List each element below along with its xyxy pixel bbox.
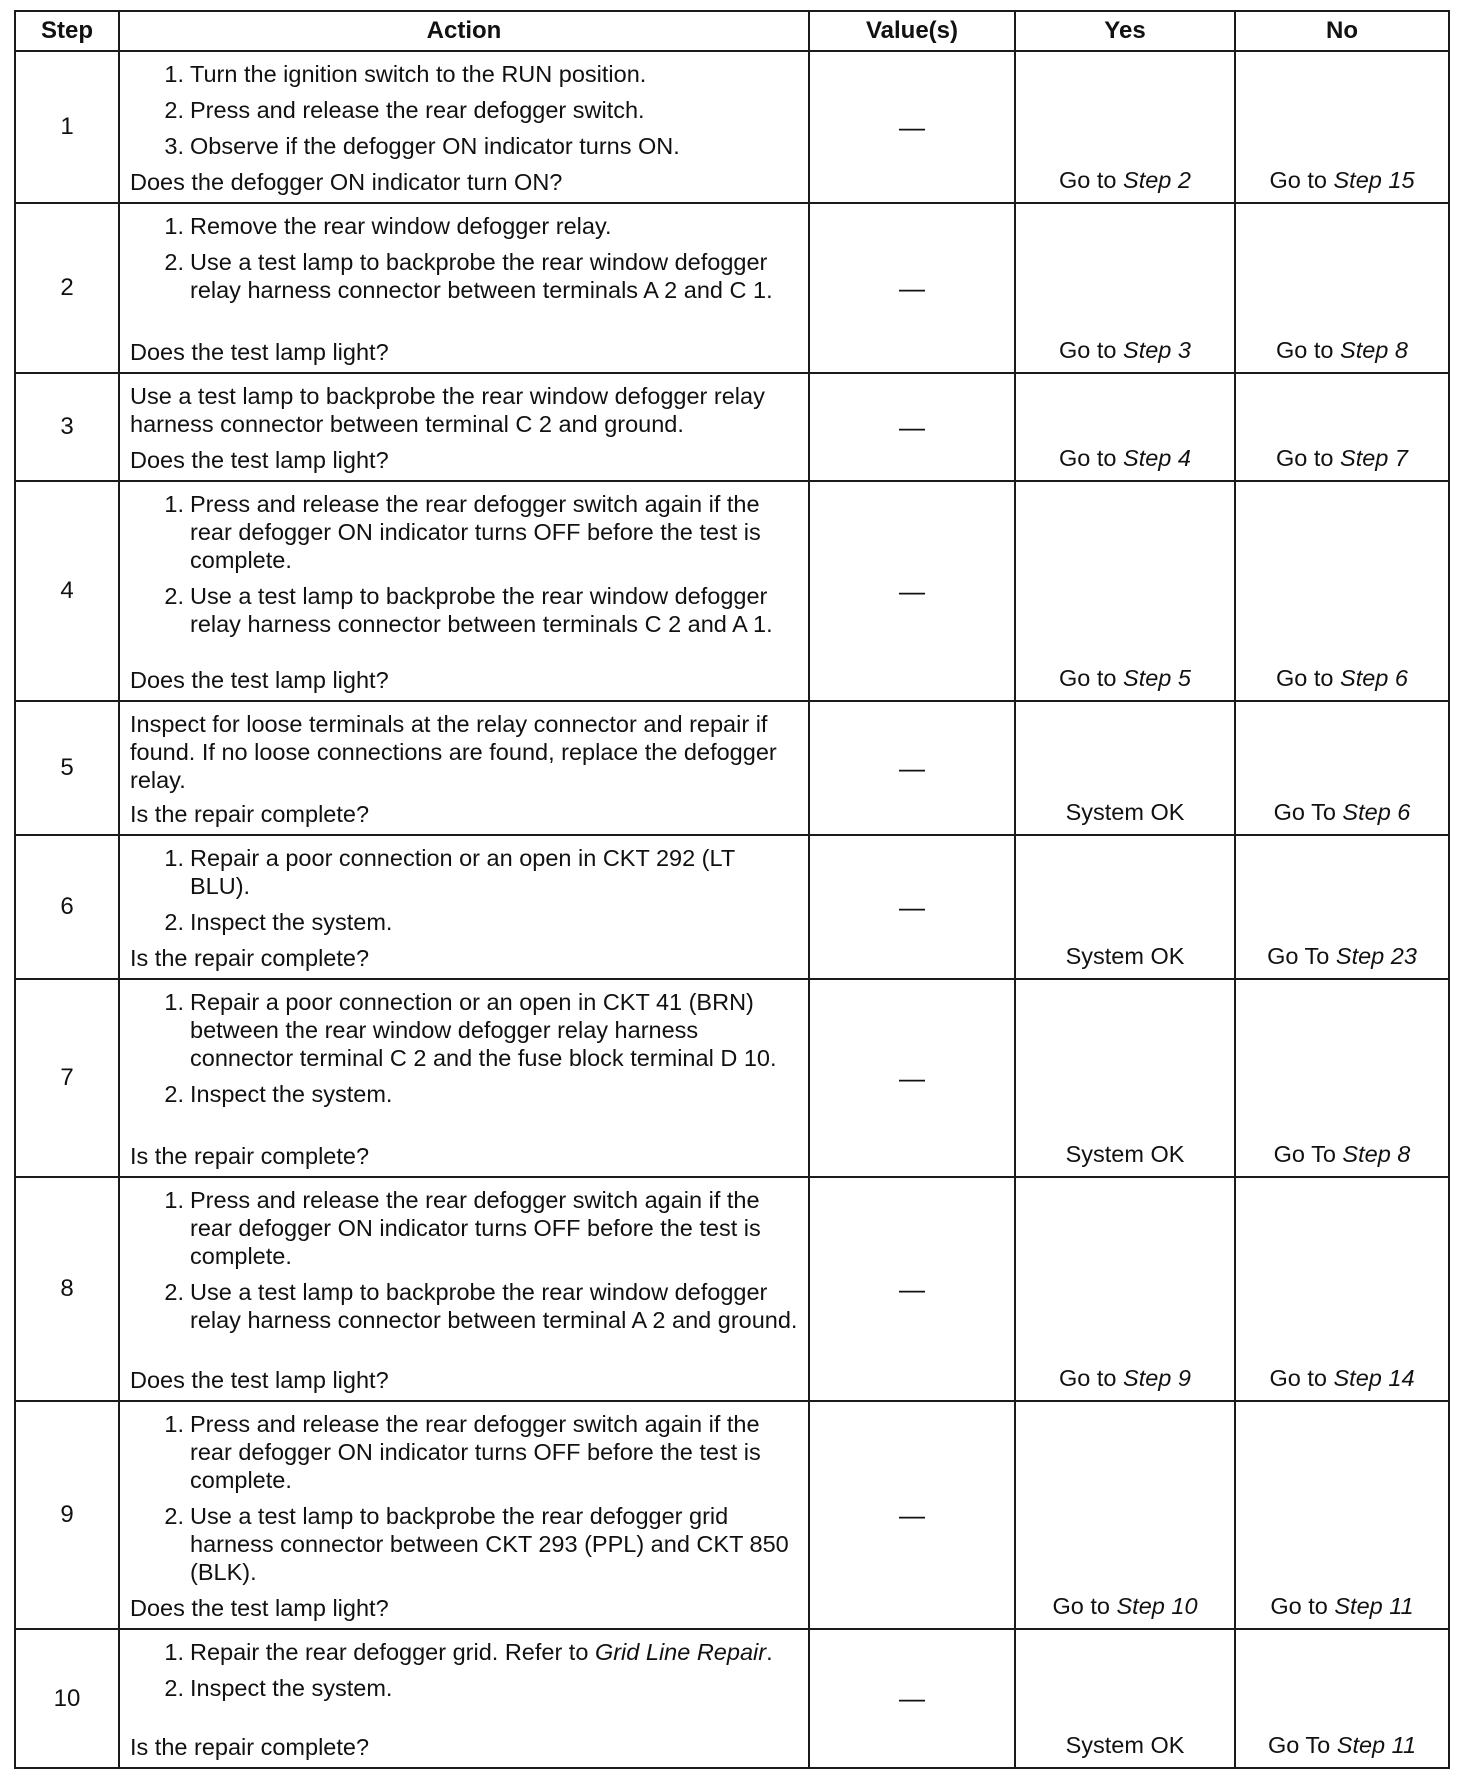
yes-prefix: Go to — [1059, 167, 1117, 193]
yes-prefix: Go to — [1059, 445, 1117, 471]
action-question: Does the test lamp light? — [130, 1595, 389, 1621]
action-list — [130, 60, 798, 160]
action-list — [130, 1410, 798, 1586]
no-result — [1235, 1401, 1449, 1629]
no-result — [1235, 51, 1449, 203]
yes-prefix: System OK — [1065, 1141, 1185, 1167]
yes-prefix: Go to — [1059, 337, 1117, 363]
yes-result — [1015, 701, 1235, 835]
action-body — [130, 212, 798, 312]
yes-step-ref: Step 3 — [1123, 337, 1191, 363]
no-prefix: Go to — [1269, 167, 1327, 193]
yes-step-ref: Step 4 — [1123, 445, 1191, 471]
list-text: Inspect the system. — [190, 909, 393, 935]
action-body — [130, 1186, 798, 1342]
table-row — [15, 481, 1449, 701]
table-row — [15, 1177, 1449, 1401]
action-question: Is the repair complete? — [130, 1734, 370, 1760]
table-row — [15, 701, 1449, 835]
list-item — [130, 1080, 798, 1108]
no-step-ref: Step 14 — [1333, 1365, 1415, 1391]
list-item — [130, 1502, 798, 1586]
no-prefix: Go to — [1270, 1593, 1328, 1619]
list-item — [130, 248, 798, 304]
reference-link-text: Grid Line Repair — [594, 1639, 767, 1665]
yes-step-ref: Step 2 — [1123, 167, 1191, 193]
action-body — [130, 1638, 798, 1710]
list-number: 1. — [164, 1411, 184, 1437]
action-list — [130, 490, 798, 638]
value-cell: — — [809, 203, 1015, 373]
action-content — [130, 1186, 798, 1394]
list-text: Use a test lamp to backprobe the rear window defogger relay harness connector between terminal A 2 and ground. — [190, 1279, 798, 1333]
step-number: 3 — [15, 373, 119, 481]
no-step-ref: Step 6 — [1340, 665, 1408, 691]
step-number: 7 — [15, 979, 119, 1177]
list-number: 2. — [164, 909, 184, 935]
list-number: 2. — [164, 249, 184, 275]
action-question: Does the test lamp light? — [130, 1367, 389, 1393]
table-row — [15, 51, 1449, 203]
no-result — [1235, 203, 1449, 373]
list-number: 2. — [164, 1675, 184, 1701]
value-cell: — — [809, 701, 1015, 835]
action-cell — [119, 1629, 809, 1768]
list-number: 1. — [164, 1187, 184, 1213]
list-text-plain: Inspect the system. — [190, 1675, 393, 1701]
no-prefix: Go to — [1276, 337, 1334, 363]
action-body — [130, 988, 798, 1116]
value-cell: — — [809, 481, 1015, 701]
yes-step-ref: Step 5 — [1123, 665, 1191, 691]
no-prefix: Go to — [1276, 445, 1334, 471]
no-step-ref: Step 7 — [1340, 445, 1408, 471]
list-text-tail: . — [766, 1639, 773, 1665]
step-number: 6 — [15, 835, 119, 979]
yes-prefix: Go to — [1052, 1593, 1110, 1619]
list-item — [130, 1410, 798, 1494]
action-paragraph: Inspect for loose terminals at the relay connector and repair if found. If no loose connections are found, replace the defogger relay. — [130, 711, 777, 793]
list-number: 2. — [164, 583, 184, 609]
list-item — [130, 1674, 798, 1702]
action-cell — [119, 1177, 809, 1401]
action-cell — [119, 481, 809, 701]
list-number: 1. — [164, 1639, 184, 1665]
list-text — [190, 1674, 798, 1702]
header-no: No — [1235, 11, 1449, 51]
step-number: 5 — [15, 701, 119, 835]
action-cell — [119, 373, 809, 481]
list-number: 3. — [164, 133, 184, 159]
yes-result — [1015, 203, 1235, 373]
action-question: Is the repair complete? — [130, 945, 370, 971]
list-text: Press and release the rear defogger switch again if the rear defogger ON indicator turns OFF before the test is complete. — [190, 491, 761, 573]
no-step-ref: Step 8 — [1340, 337, 1408, 363]
table-row — [15, 1401, 1449, 1629]
no-result — [1235, 1629, 1449, 1768]
yes-result — [1015, 1629, 1235, 1768]
no-prefix: Go to — [1276, 665, 1334, 691]
list-number: 2. — [164, 1503, 184, 1529]
list-text: Press and release the rear defogger switch. — [190, 97, 645, 123]
step-number: 10 — [15, 1629, 119, 1768]
list-item — [130, 212, 798, 240]
table-row — [15, 979, 1449, 1177]
action-question: Is the repair complete? — [130, 801, 370, 827]
list-text: Observe if the defogger ON indicator turns ON. — [190, 133, 680, 159]
action-cell — [119, 203, 809, 373]
action-question: Does the test lamp light? — [130, 447, 389, 473]
action-cell — [119, 51, 809, 203]
yes-result — [1015, 979, 1235, 1177]
yes-result — [1015, 51, 1235, 203]
action-paragraph: Use a test lamp to backprobe the rear window defogger relay harness connector between terminal C 2 and ground. — [130, 383, 765, 437]
no-result — [1235, 481, 1449, 701]
no-prefix: Go To — [1273, 799, 1336, 825]
list-number: 1. — [164, 61, 184, 87]
action-body — [130, 60, 798, 168]
action-content — [130, 212, 798, 366]
value-cell: — — [809, 979, 1015, 1177]
list-text: Repair a poor connection or an open in CKT 292 (LT BLU). — [190, 845, 735, 899]
yes-prefix: System OK — [1065, 943, 1185, 969]
list-item — [130, 96, 798, 124]
list-item — [130, 1638, 798, 1666]
yes-result — [1015, 835, 1235, 979]
action-question: Does the defogger ON indicator turn ON? — [130, 169, 563, 195]
list-text: Repair a poor connection or an open in CKT 41 (BRN) between the rear window defogger relay harness connector terminal C 2 and the fuse block terminal D 10. — [190, 989, 777, 1071]
action-question: Is the repair complete? — [130, 1143, 370, 1169]
no-result — [1235, 835, 1449, 979]
list-item — [130, 908, 798, 936]
action-content — [130, 60, 798, 196]
action-content — [130, 988, 798, 1170]
step-number: 4 — [15, 481, 119, 701]
no-step-ref: Step 6 — [1342, 799, 1411, 825]
table-row — [15, 835, 1449, 979]
header-yes: Yes — [1015, 11, 1235, 51]
yes-result — [1015, 1177, 1235, 1401]
action-body — [130, 844, 798, 944]
no-prefix: Go To — [1273, 1141, 1336, 1167]
value-cell: — — [809, 1629, 1015, 1768]
yes-prefix: Go to — [1059, 1365, 1117, 1391]
step-number: 1 — [15, 51, 119, 203]
list-number: 2. — [164, 1081, 184, 1107]
value-cell: — — [809, 51, 1015, 203]
action-content — [130, 382, 798, 474]
list-item — [130, 1186, 798, 1270]
action-content — [130, 490, 798, 694]
action-question: Does the test lamp light? — [130, 667, 389, 693]
action-list — [130, 1186, 798, 1334]
list-number: 1. — [164, 213, 184, 239]
action-body — [130, 382, 798, 444]
yes-step-ref: Step 9 — [1123, 1365, 1191, 1391]
action-cell — [119, 701, 809, 835]
no-step-ref: Step 11 — [1336, 1732, 1417, 1758]
no-result — [1235, 1177, 1449, 1401]
list-text: Press and release the rear defogger switch again if the rear defogger ON indicator turns OFF before the test is complete. — [190, 1187, 761, 1269]
list-item — [130, 490, 798, 574]
action-cell — [119, 835, 809, 979]
step-number: 2 — [15, 203, 119, 373]
header-values: Value(s) — [809, 11, 1015, 51]
list-text: Turn the ignition switch to the RUN position. — [190, 61, 647, 87]
step-number: 8 — [15, 1177, 119, 1401]
yes-step-ref: Step 10 — [1116, 1593, 1198, 1619]
yes-result — [1015, 1401, 1235, 1629]
list-item — [130, 988, 798, 1072]
header-step: Step — [15, 11, 119, 51]
no-step-ref: Step 11 — [1334, 1593, 1414, 1619]
list-number: 1. — [164, 491, 184, 517]
action-content — [130, 1638, 798, 1761]
yes-result — [1015, 481, 1235, 701]
list-number: 2. — [164, 97, 184, 123]
no-step-ref: Step 23 — [1335, 943, 1417, 969]
list-number: 1. — [164, 845, 184, 871]
no-result — [1235, 701, 1449, 835]
diagnostic-table — [14, 10, 1450, 1769]
list-item — [130, 582, 798, 638]
action-list — [130, 988, 798, 1108]
no-prefix: Go To — [1267, 943, 1330, 969]
no-result — [1235, 373, 1449, 481]
yes-prefix: Go to — [1059, 665, 1117, 691]
table-row — [15, 1629, 1449, 1768]
step-number: 9 — [15, 1401, 119, 1629]
action-body — [130, 1410, 798, 1594]
value-cell: — — [809, 373, 1015, 481]
yes-prefix: System OK — [1065, 799, 1185, 825]
action-cell — [119, 979, 809, 1177]
action-content — [130, 1410, 798, 1622]
value-cell: — — [809, 835, 1015, 979]
no-step-ref: Step 8 — [1342, 1141, 1411, 1167]
action-cell — [119, 1401, 809, 1629]
list-text: Remove the rear window defogger relay. — [190, 213, 612, 239]
no-prefix: Go To — [1267, 1732, 1331, 1758]
list-number: 2. — [164, 1279, 184, 1305]
list-text: Inspect the system. — [190, 1081, 393, 1107]
list-item — [130, 60, 798, 88]
list-text: Use a test lamp to backprobe the rear defogger grid harness connector between CKT 293 (PPL) and CKT 850 (BLK). — [190, 1503, 789, 1585]
header-row — [15, 11, 1449, 51]
action-body — [130, 490, 798, 646]
list-text: Use a test lamp to backprobe the rear window defogger relay harness connector between terminals C 2 and A 1. — [190, 583, 773, 637]
yes-prefix: System OK — [1065, 1732, 1185, 1758]
no-result — [1235, 979, 1449, 1177]
list-item — [130, 132, 798, 160]
list-text-plain: Repair the rear defogger grid. Refer to — [190, 1639, 595, 1665]
list-item — [130, 1278, 798, 1334]
list-text: Press and release the rear defogger switch again if the rear defogger ON indicator turns OFF before the test is complete. — [190, 1411, 761, 1493]
list-number: 1. — [164, 989, 184, 1015]
action-list — [130, 212, 798, 304]
value-cell: — — [809, 1177, 1015, 1401]
yes-result — [1015, 373, 1235, 481]
header-action: Action — [119, 11, 809, 51]
action-content — [130, 844, 798, 972]
list-text — [190, 1638, 798, 1666]
table-row — [15, 203, 1449, 373]
action-list — [130, 1638, 798, 1702]
no-step-ref: Step 15 — [1333, 167, 1415, 193]
action-list — [130, 844, 798, 936]
list-text: Use a test lamp to backprobe the rear window defogger relay harness connector between terminals A 2 and C 1. — [190, 249, 773, 303]
action-content — [130, 710, 798, 828]
list-item — [130, 844, 798, 900]
no-prefix: Go to — [1269, 1365, 1327, 1391]
value-cell: — — [809, 1401, 1015, 1629]
action-body — [130, 710, 798, 800]
action-question: Does the test lamp light? — [130, 339, 389, 365]
table-row — [15, 373, 1449, 481]
